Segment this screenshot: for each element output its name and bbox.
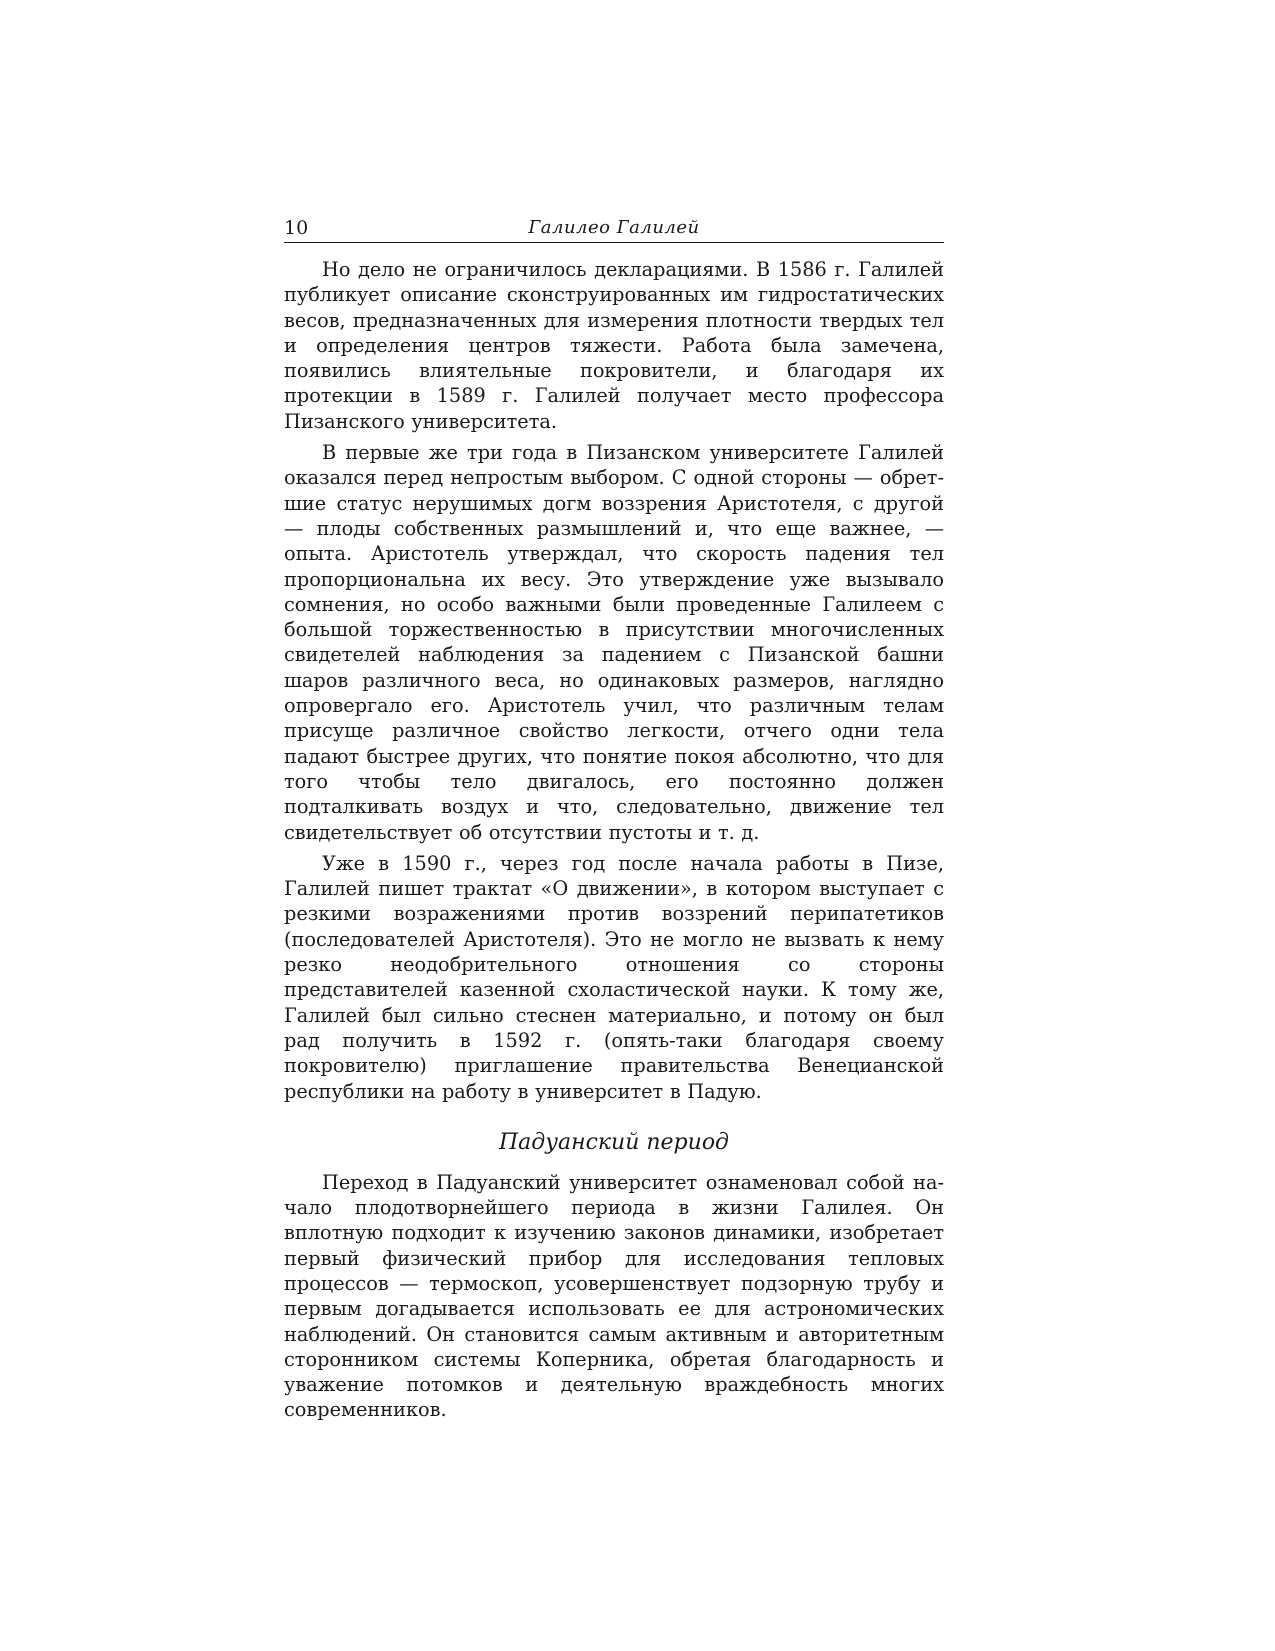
running-title: Галилео Галилей [528, 217, 700, 238]
page-number: 10 [284, 217, 309, 239]
book-page [284, 212, 944, 1429]
paragraph-on-motion: Уже в 1590 г., через год после начала работы в Пизе, Галилей пишет трактат «О движении», в котором выступает с резкими возражениями против воззрений перипатетиков (последователей Аристотеля). Это не могло не вызвать к нему резко неодобрительного отношения со стороны представителей казенной схоластической науки. К тому же, Галилей был сильно стеснен материально, и потому он был рад получить в 1592 г. (опять-таки благодаря своему покровителю) приглашение правительства Венецианской республики на работу в университет в Падую. [284, 851, 944, 1103]
paragraph-padua-period: Переход в Падуанский университет ознаменовал собой начало плодотворнейшего периода в жизни Галилея. Он вплотную подходит к изучению законов динамики, изобретает первый физический прибор для исследования тепловых процессов — термоскоп, усовершенствует подзорную трубу и первым догадывается использовать ее для астрономических наблюдений. Он становится самым активным и авторитетным сторонником системы Коперника, обретая благодарность и уважение потомков и деятельную враждебность многих современников. [284, 1170, 944, 1422]
paragraph-pisa-university: В первые же три года в Пизанском университете Галилей оказался перед непростым выбором. С одной стороны — обретшие статус нерушимых догм воззрения Аристотеля, с другой — плоды собственных размышлений и, что еще важнее, — опыта. Аристотель утверждал, что скорость падения тел пропорциональна их весу. Это утверждение уже вызывало сомнения, но особо важными были проведенные Галилеем с большой торжественностью в присутствии многочисленных свидетелей наблюдения за падением с Пизанской башни шаров различного веса, но одинаковых размеров, наглядно опровергало его. Аристотель учил, что различным телам присуще различное свойство легкости, отчего одни тела падают быстрее других, что понятие покоя абсолютно, что для того чтобы тело двигалось, его постоянно должен подталкивать воздух и что, следовательно, движение тел свидетельствует об отсутствии пустоты и т. д. [284, 441, 944, 844]
section-heading: Падуанский период [498, 1129, 730, 1155]
paragraph-declarations: Но дело не ограничилось декларациями. В 1586 г. Галилей публикует описание сконструированных им гидростатических весов, предназначенных для измерения плотности твердых тел и определения центров тяжести. Работа была замечена, появились влиятельные покровители, и благодаря их протекции в 1589 г. Галилей получает место профессора Пизанского университета. [284, 258, 944, 433]
running-header [284, 212, 944, 243]
body-text [284, 257, 944, 1423]
